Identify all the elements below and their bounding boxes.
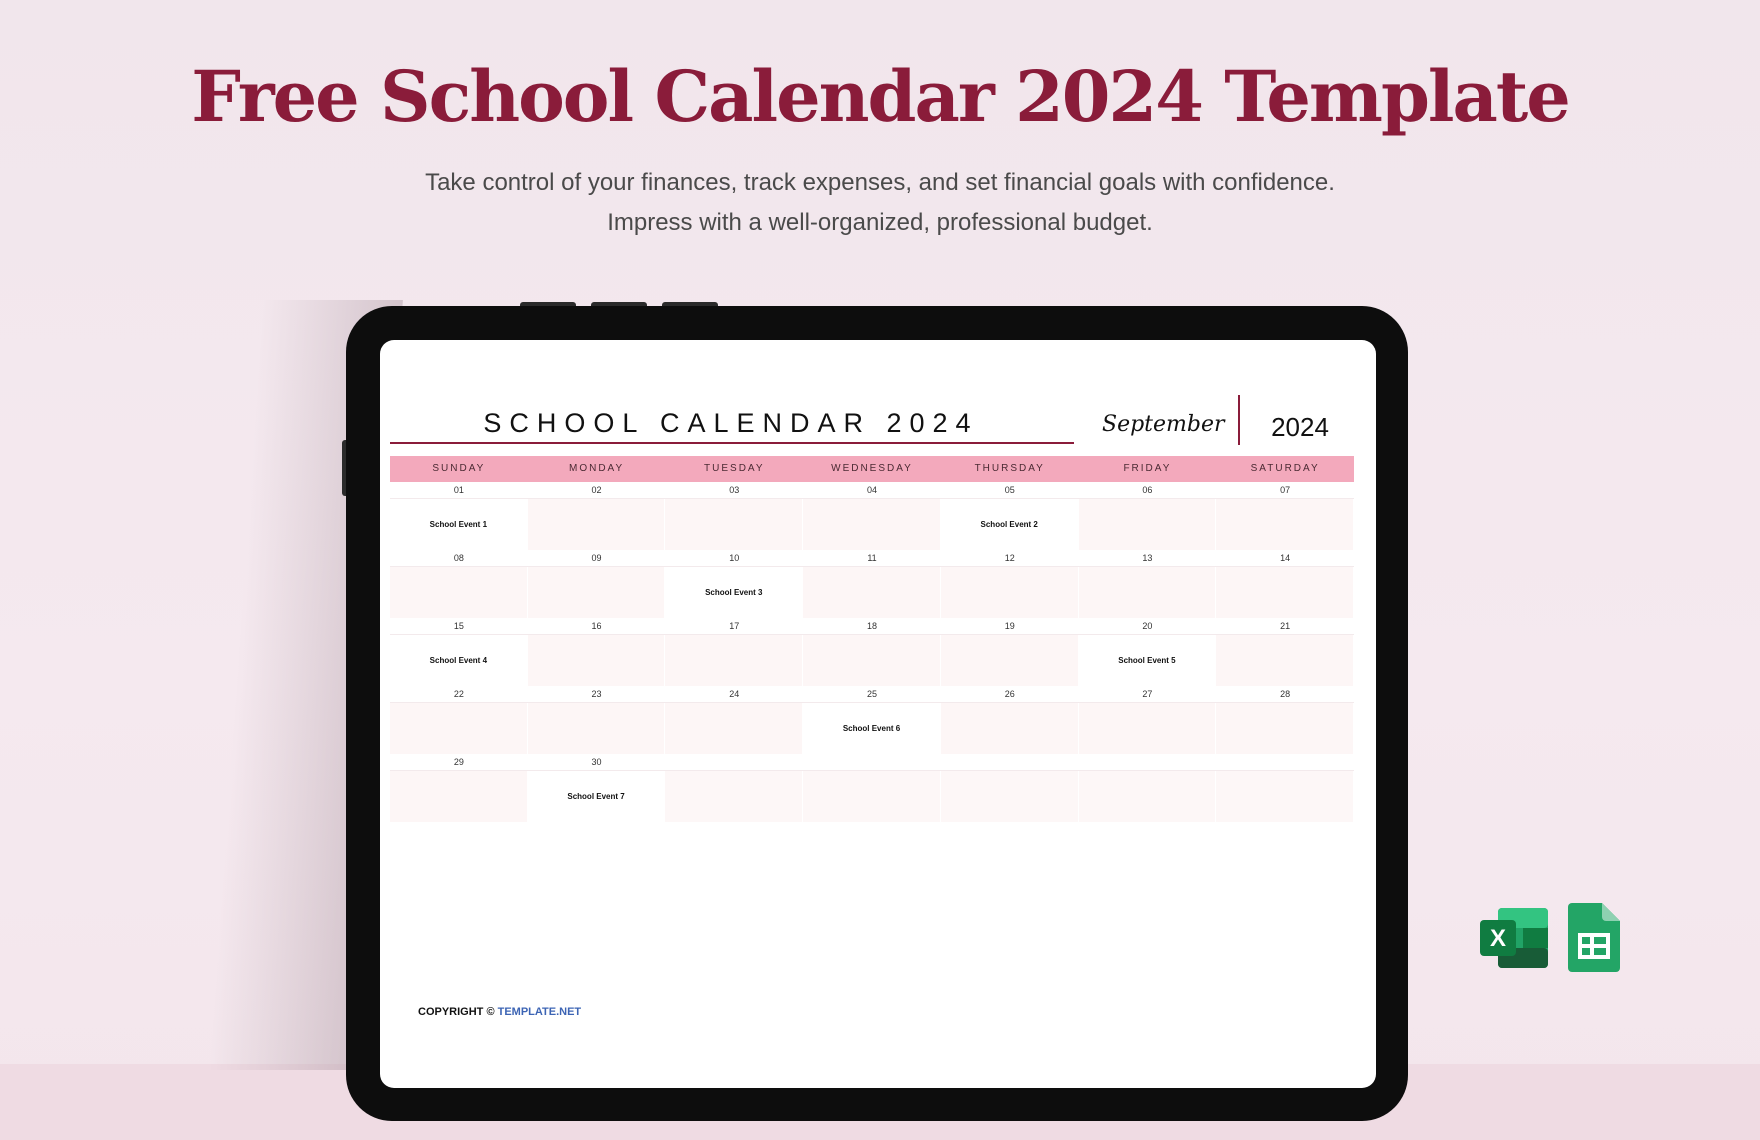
event-cell[interactable] — [803, 499, 941, 550]
event-cell[interactable] — [1216, 703, 1354, 754]
event-row — [390, 635, 1354, 686]
date-row — [390, 482, 1354, 499]
date-number: 05 — [1004, 485, 1015, 495]
date-number: 24 — [729, 689, 740, 699]
event-row — [390, 703, 1354, 754]
date-number: 19 — [1004, 621, 1015, 631]
copyright-footer — [418, 1006, 581, 1018]
event-row — [390, 499, 1354, 550]
event-cell[interactable] — [390, 771, 528, 822]
day-header: WEDNESDAY — [831, 463, 913, 474]
event-cell[interactable] — [528, 499, 666, 550]
date-number: 12 — [1004, 553, 1015, 563]
date-number: 22 — [453, 689, 464, 699]
event-cell[interactable] — [1079, 703, 1217, 754]
event-cell[interactable] — [390, 703, 528, 754]
date-number: 23 — [591, 689, 602, 699]
calendar-grid — [390, 456, 1354, 822]
date-number: 04 — [866, 485, 877, 495]
year-label: 2024 — [1271, 412, 1329, 442]
month-name: September — [1102, 412, 1225, 437]
tablet-screen — [380, 340, 1376, 1088]
event-cell[interactable] — [1079, 499, 1217, 550]
event-cell[interactable]: School Event 7 — [528, 771, 666, 822]
date-number: 15 — [453, 621, 464, 631]
date-row — [390, 550, 1354, 567]
event-row — [390, 771, 1354, 822]
event-cell[interactable] — [803, 635, 941, 686]
date-number: 16 — [591, 621, 602, 631]
event-cell[interactable] — [803, 567, 941, 618]
date-number: 29 — [453, 757, 464, 767]
calendar-week — [390, 618, 1354, 686]
date-number: 07 — [1280, 485, 1291, 495]
date-number: 11 — [867, 553, 877, 563]
hero-subtitle-line-2: Impress with a well-organized, professional budget. — [607, 209, 1153, 236]
date-number: 09 — [591, 553, 602, 563]
month-year-divider — [1238, 395, 1240, 445]
calendar-title-underline — [390, 442, 1074, 444]
calendar-week — [390, 550, 1354, 618]
date-number: 21 — [1280, 621, 1291, 631]
event-cell — [1079, 771, 1217, 822]
event-cell[interactable]: School Event 3 — [665, 567, 803, 618]
event-cell[interactable]: School Event 1 — [390, 499, 528, 550]
date-number: 20 — [1142, 621, 1153, 631]
excel-letter: X — [1489, 925, 1507, 952]
hero-subtitle — [0, 163, 1760, 243]
event-cell[interactable] — [528, 635, 666, 686]
event-cell[interactable]: School Event 5 — [1079, 635, 1217, 686]
event-cell[interactable] — [1079, 567, 1217, 618]
date-number: 10 — [729, 553, 740, 563]
event-cell[interactable] — [665, 499, 803, 550]
event-cell[interactable] — [1216, 635, 1354, 686]
hero-title: Free School Calendar 2024 Template — [191, 55, 1569, 138]
event-cell[interactable]: School Event 2 — [941, 499, 1079, 550]
event-cell[interactable] — [941, 635, 1079, 686]
event-cell[interactable] — [1216, 499, 1354, 550]
tablet-device — [346, 306, 1408, 1121]
date-number: 17 — [729, 621, 740, 631]
date-number: 14 — [1280, 553, 1291, 563]
day-header: MONDAY — [568, 463, 625, 474]
calendar-week — [390, 686, 1354, 754]
event-cell[interactable] — [528, 567, 666, 618]
day-of-week-header — [390, 456, 1354, 482]
date-number: 02 — [591, 485, 602, 495]
event-cell — [803, 771, 941, 822]
date-row — [390, 754, 1354, 771]
brand-link[interactable]: TEMPLATE.NET — [497, 1006, 582, 1018]
date-number — [941, 754, 1079, 771]
date-number — [1079, 754, 1217, 771]
event-row — [390, 567, 1354, 618]
date-row — [390, 686, 1354, 703]
date-number: 08 — [453, 553, 464, 563]
day-header: TUESDAY — [704, 463, 765, 474]
date-number: 30 — [591, 757, 602, 767]
date-number: 25 — [866, 689, 877, 699]
event-cell[interactable] — [941, 567, 1079, 618]
event-cell — [941, 771, 1079, 822]
date-number: 06 — [1142, 485, 1153, 495]
date-number — [803, 754, 941, 771]
date-number: 13 — [1142, 553, 1153, 563]
calendar-week — [390, 482, 1354, 550]
event-cell[interactable] — [941, 703, 1079, 754]
event-cell — [665, 771, 803, 822]
excel-icon — [1480, 906, 1550, 970]
event-cell[interactable] — [528, 703, 666, 754]
event-cell[interactable]: School Event 6 — [803, 703, 941, 754]
date-number — [665, 754, 803, 771]
calendar-title: SCHOOL CALENDAR 2024 — [483, 408, 979, 438]
hero-subtitle-line-1: Take control of your finances, track expenses, and set financial goals with confidence. — [425, 169, 1335, 196]
date-number: 28 — [1280, 689, 1291, 699]
calendar-week — [390, 754, 1354, 822]
date-number: 26 — [1004, 689, 1015, 699]
date-number: 27 — [1142, 689, 1153, 699]
event-cell — [1216, 771, 1354, 822]
date-number — [1216, 754, 1354, 771]
google-sheets-icon — [1568, 903, 1620, 972]
day-header: FRIDAY — [1123, 463, 1172, 474]
copyright-label: COPYRIGHT © — [418, 1006, 495, 1018]
date-row — [390, 618, 1354, 635]
day-header: SUNDAY — [432, 463, 486, 474]
event-cell[interactable] — [665, 703, 803, 754]
day-header: THURSDAY — [974, 463, 1045, 474]
date-number: 18 — [866, 621, 877, 631]
date-number: 01 — [453, 485, 464, 495]
date-number: 03 — [729, 485, 740, 495]
event-cell[interactable] — [390, 567, 528, 618]
event-cell[interactable] — [1216, 567, 1354, 618]
event-cell[interactable] — [665, 635, 803, 686]
day-header: SATURDAY — [1250, 463, 1320, 474]
event-cell[interactable]: School Event 4 — [390, 635, 528, 686]
